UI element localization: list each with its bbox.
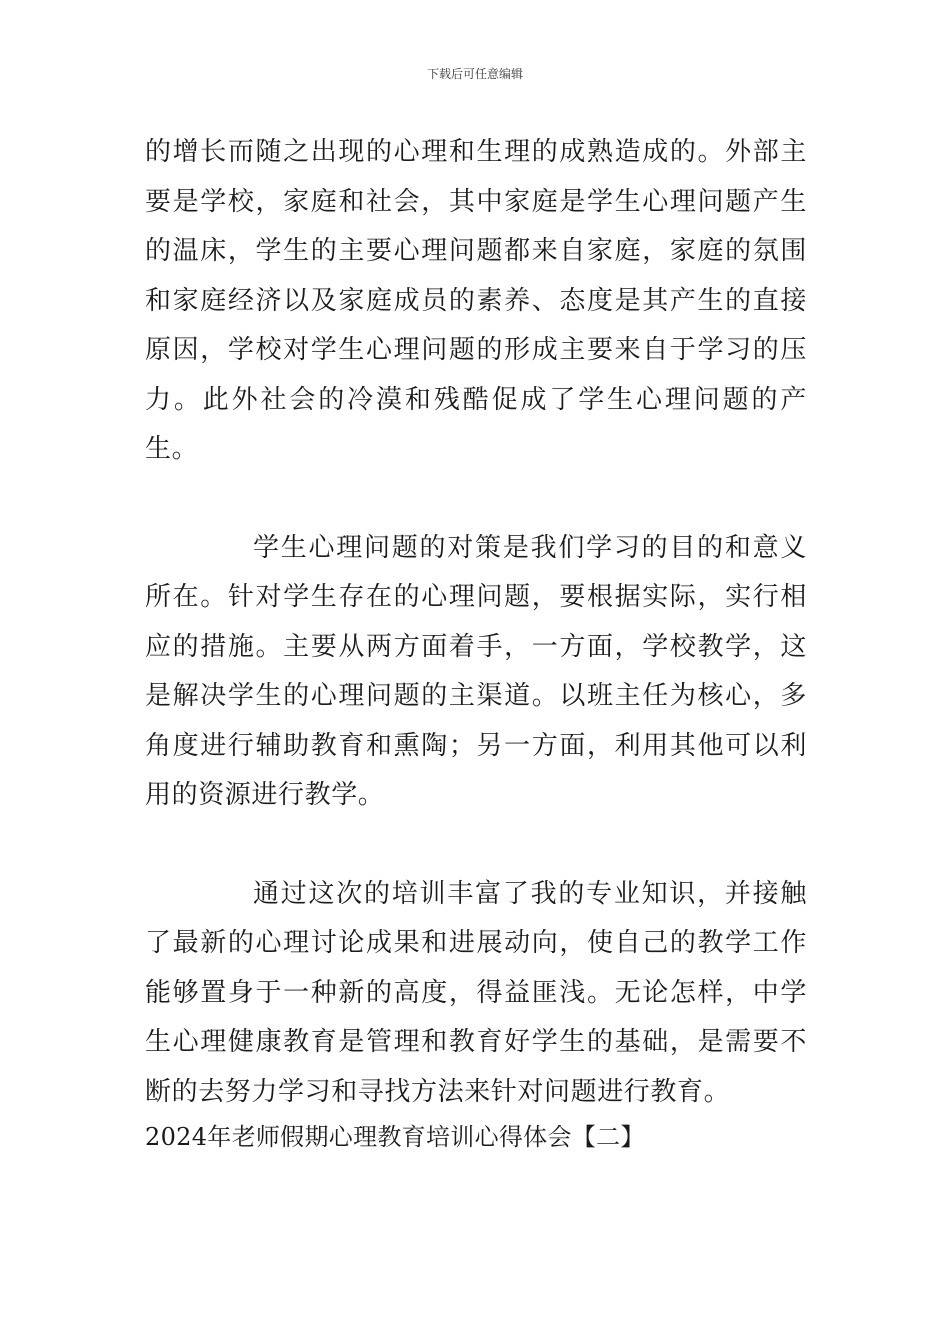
document-body [145,128,807,1157]
section-heading: 2024年老师假期心理教育培训心得体会【二】 [145,1123,645,1151]
paragraph-continuation: 的增长而随之出现的心理和生理的成熟造成的。外部主要是学校，家庭和社会，其中家庭是学生心理问题产生的温床，学生的主要心理问题都来自家庭，家庭的氛围和家庭经济以及家庭成员的素养、态度是其产生的直接原因，学校对学生心理问题的形成主要来自于学习的压力。此外社会的冷漠和残酷促成了学生心理问题的产生。 [145,137,807,464]
page-header: 下载后可任意编辑 [426,67,523,81]
paragraph-conclusion: 通过这次的培训丰富了我的专业知识，并接触了最新的心理讨论成果和进展动向，使自己的教学工作能够置身于一种新的高度，得益匪浅。无论怎样，中学生心理健康教育是管理和教育好学生的基础，是需要不断的去努力学习和寻找方法来针对问题进行教育。 [145,878,807,1107]
paragraph-countermeasures: 学生心理问题的对策是我们学习的目的和意义所在。针对学生存在的心理问题，要根据实际，实行相应的措施。主要从两方面着手，一方面，学校教学，这是解决学生的心理问题的主渠道。以班主任为核心，多角度进行辅助教育和熏陶；另一方面，利用其他可以利用的资源进行教学。 [145,532,807,810]
